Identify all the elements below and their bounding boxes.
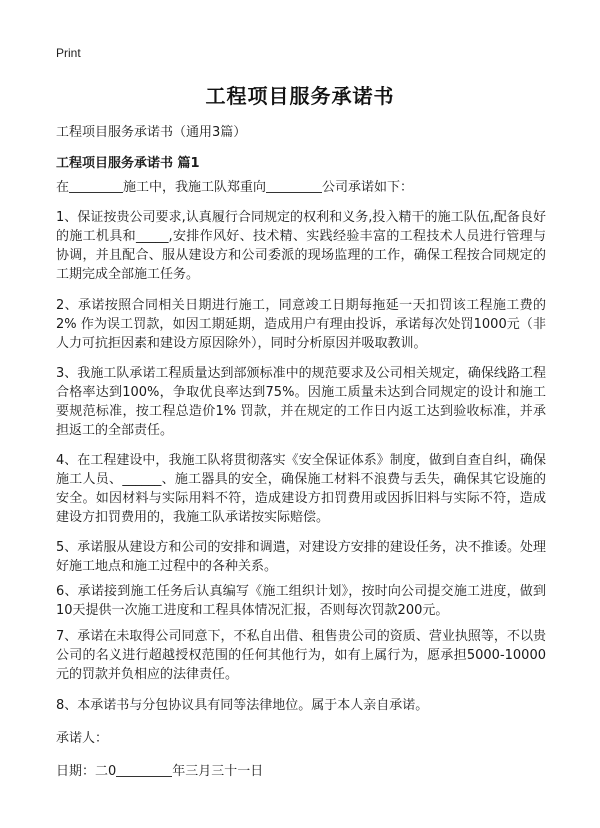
commitment-item-1: 1、保证按贵公司要求,认真履行合同规定的权利和义务,投入精干的施工队伍,配备良好的施工机具和_____,安排作风好、技术精、实践经验丰富的工程技术人员进行管理与协调，并且配合、服从建设方和公司委派的现场监理的工作，确保工程按合同规定的工期完成全部施工任务。 — [56, 210, 546, 282]
commitment-item-6: 6、承诺接到施工任务后认真编写《施工组织计划》，按时向公司提交施工进度，做到10天提供一次施工进度和工程具体情况汇报，否则每次罚款200元。 — [56, 584, 546, 618]
commitment-item-4: 4、在工程建设中，我施工队将贯彻落实《安全保证体系》制度，做到自查自纠，确保施工人员、______、施工器具的安全，确保施工材料不浪费与丢失，确保其它设施的安全。如因材料与实际用料不符，造成建设方扣罚费用或因拆旧料与实际不符，造成建设方扣罚费用的，我施工队承诺按实际赔偿。 — [56, 453, 546, 525]
commitment-item-8: 8、本承诺书与分包协议具有同等法律地位。属于本人亲自承诺。 — [56, 698, 429, 713]
intro-part-1: 在 — [56, 180, 70, 195]
blank-company-name — [266, 178, 322, 193]
date-suffix: 年三月三十一日 — [172, 764, 264, 779]
commitment-item-2: 2、承诺按照合同相关日期进行施工，同意竣工日期每拖延一天扣罚该工程施工费的2% 作为误工罚款，如因工期延期，造成用户有理由投诉，承诺每次处罚1000元（非人力可抗拒因素和建设方原因除外），同时分析原因并吸取教训。 — [56, 298, 546, 351]
intro-line — [56, 178, 413, 198]
intro-part-2: 施工中，我施工队郑重向 — [123, 180, 267, 195]
page-title: 工程项目服务承诺书 — [205, 84, 395, 108]
section-heading: 工程项目服务承诺书 篇1 — [56, 156, 200, 171]
date-label: 日期：二0 — [56, 764, 117, 779]
commitment-item-5: 5、承诺服从建设方和公司的安排和调遣，对建设方安排的建设任务，决不推诿。处理好施工地点和施工过程中的各种关系。 — [56, 540, 546, 574]
blank-year — [116, 762, 172, 777]
date-line — [56, 762, 263, 782]
intro-part-3: 公司承诺如下： — [322, 180, 414, 195]
document-subtitle: 工程项目服务承诺书（通用3篇） — [56, 125, 247, 140]
commitment-item-7: 7、承诺在未取得公司同意下，不私自出借、租售贵公司的资质、营业执照等，不以贵公司的名义进行超越授权范围的任何其他行为，如有上属行为，愿承担5000-10000元的罚款并负相应的法律责任。 — [56, 629, 546, 682]
print-link[interactable]: Print — [56, 46, 81, 60]
signature-line: 承诺人： — [56, 731, 109, 746]
commitment-item-3: 3、我施工队承诺工程质量达到部颁标准中的规范要求及公司相关规定，确保线路工程合格率达到100%，争取优良率达到75%。因施工质量未达到合同规定的设计和施工要规范标准，按工程总造价1% 罚款，并在规定的工作日内返工达到验收标准，并承担返工的全部责任。 — [56, 366, 546, 438]
blank-project-name — [69, 178, 123, 193]
